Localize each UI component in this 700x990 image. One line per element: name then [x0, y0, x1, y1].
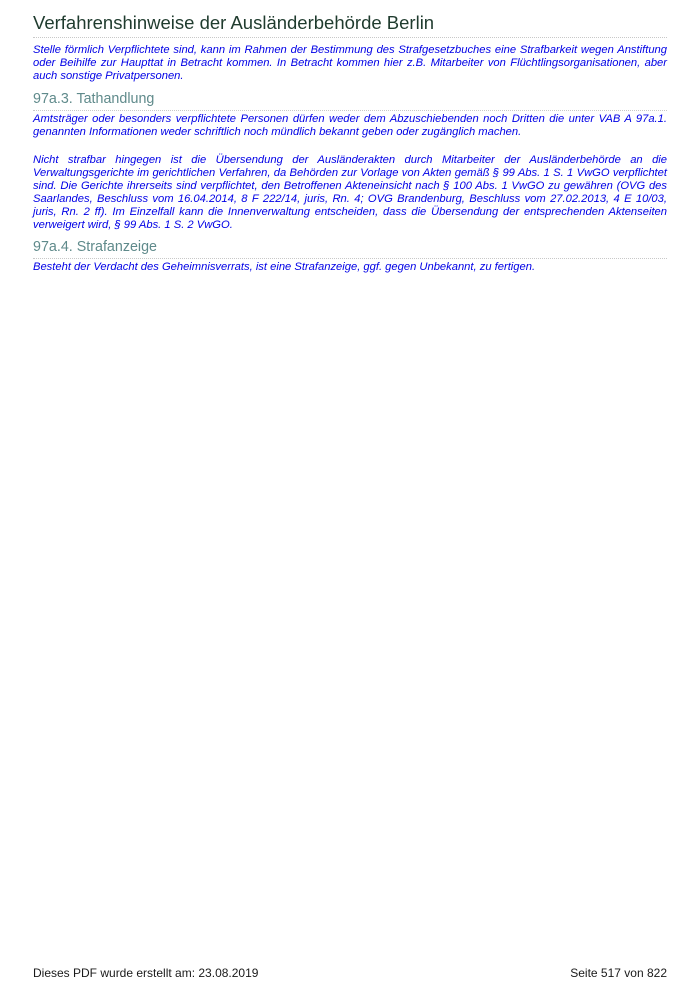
- page-footer: [33, 966, 667, 980]
- footer-created-date: Dieses PDF wurde erstellt am: 23.08.2019: [33, 966, 259, 980]
- page-title: Verfahrenshinweise der Ausländerbehörde Berlin: [33, 12, 667, 38]
- section-heading-strafanzeige: 97a.4. Strafanzeige: [33, 239, 667, 259]
- intro-paragraph: Stelle förmlich Verpflichtete sind, kann im Rahmen der Bestimmung des Strafgesetzbuches eine Strafbarkeit wegen Anstiftung oder Beihilfe zur Haupttat in Betracht kommen. In Betracht kommen hier z.B. Mitarbeiter von Flüchtlingsorganisationen, aber auch sonstige Privatpersonen.: [33, 44, 667, 82]
- footer-page-number: Seite 517 von 822: [570, 966, 667, 980]
- tathandlung-paragraph-1: Amtsträger oder besonders verpflichtete Personen dürfen weder dem Abzuschiebenden noch Dritten die unter VAB A 97a.1. genannten Informationen weder schriftlich noch mündlich bekannt geben oder zugänglich machen.: [33, 113, 667, 138]
- document-page: [33, 0, 667, 274]
- section-heading-tathandlung: 97a.3. Tathandlung: [33, 91, 667, 111]
- tathandlung-paragraph-2: Nicht strafbar hingegen ist die Übersendung der Ausländerakten durch Mitarbeiter der Ausländerbehörde an die Verwaltungsgerichte im gerichtlichen Verfahren, da Behörden zur Vorlage von Akten gemäß § 99 Abs. 1 S. 1 VwGO verpflichtet sind. Die Gerichte ihrerseits sind verpflichtet, den Betroffenen Akteneinsicht nach § 100 Abs. 1 VwGO zu gewähren (OVG des Saarlandes, Beschluss vom 16.04.2014, 8 F 222/14, juris, Rn. 4; OVG Brandenburg, Beschluss vom 27.02.2013, 4 E 10/03, juris, Rn. 2 ff). Im Einzelfall kann die Innenverwaltung entscheiden, dass die Übersendung der entsprechenden Aktenseiten verweigert wird, § 99 Abs. 1 S. 2 VwGO.: [33, 154, 667, 231]
- strafanzeige-paragraph-1: Besteht der Verdacht des Geheimnisverrats, ist eine Strafanzeige, ggf. gegen Unbekannt, zu fertigen.: [33, 261, 536, 273]
